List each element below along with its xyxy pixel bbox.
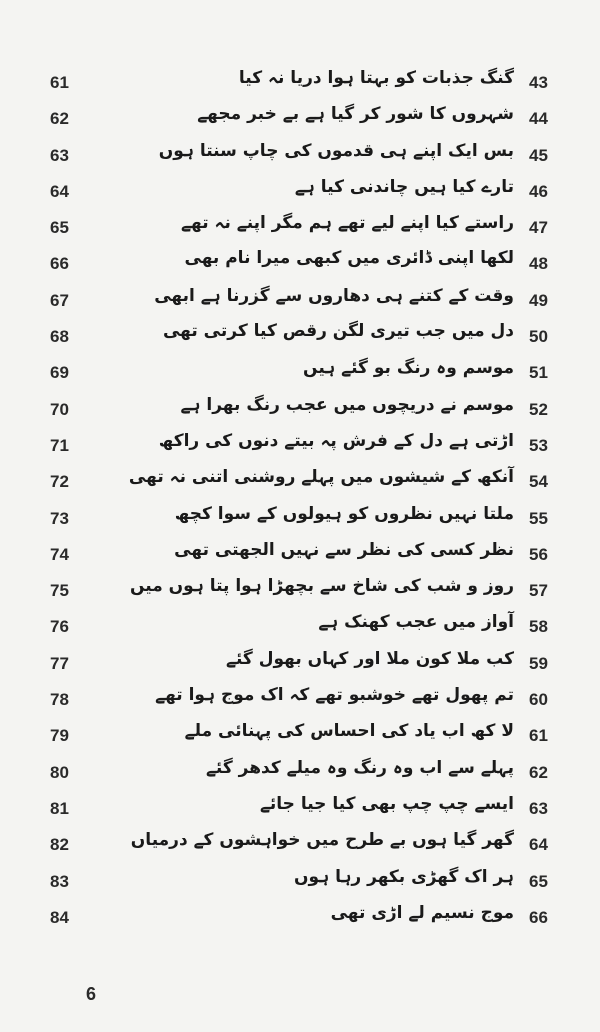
- table-of-contents: [0, 65, 600, 936]
- entry-number: 57: [529, 581, 548, 601]
- entry-page-number: 81: [50, 798, 69, 818]
- entry-page-number: 84: [50, 907, 69, 927]
- entry-title: دل میں جب تیری لگن رقص کیا کرتی تھی: [162, 321, 514, 342]
- entry-page-number: 67: [50, 290, 69, 310]
- toc-row: [0, 900, 600, 936]
- entry-page-number: 83: [50, 871, 69, 891]
- entry-title: نظر کسی کی نظر سے نہیں الجھتی تھی: [174, 539, 514, 560]
- entry-page-number: 72: [50, 472, 69, 492]
- page-folio-number: 6: [86, 984, 97, 1004]
- entry-page-number: 66: [50, 254, 69, 274]
- entry-number: 43: [529, 73, 548, 92]
- entry-page-number: 63: [50, 145, 69, 165]
- entry-title: تارے کیا ہیں چاندنی کیا ہے: [294, 176, 514, 197]
- toc-row: [0, 718, 600, 754]
- entry-page-number: 64: [50, 181, 69, 201]
- entry-page-number: 80: [50, 762, 69, 782]
- entry-number: 56: [529, 544, 548, 564]
- toc-row: [0, 319, 600, 355]
- entry-title: لا کھ اب یاد کی احساس کی پہنائی ملے: [184, 721, 514, 742]
- toc-row: [0, 537, 600, 573]
- entry-number: 59: [529, 653, 548, 673]
- toc-row: [0, 501, 600, 537]
- entry-number: 62: [529, 762, 548, 782]
- toc-row: [0, 355, 600, 391]
- toc-row: [0, 755, 600, 791]
- entry-page-number: 74: [50, 544, 69, 564]
- entry-page-number: 79: [50, 726, 69, 746]
- entry-number: 52: [529, 399, 548, 419]
- entry-number: 66: [529, 907, 548, 927]
- entry-number: 48: [529, 254, 548, 274]
- entry-number: 51: [529, 363, 548, 383]
- entry-number: 50: [529, 327, 548, 347]
- entry-number: 54: [529, 472, 548, 492]
- entry-title: کب ملا کون ملا اور کہاں بھول گئے: [226, 648, 514, 669]
- entry-title: ایسے چپ چپ بھی کیا جیا جائے: [259, 793, 514, 814]
- entry-page-number: 76: [50, 617, 69, 637]
- entry-page-number: 73: [50, 508, 69, 528]
- entry-title: شہروں کا شور کر گیا ہے بے خبر مجھے: [197, 104, 514, 125]
- toc-row: [0, 609, 600, 645]
- toc-row: [0, 210, 600, 246]
- entry-page-number: 68: [50, 327, 69, 347]
- toc-row: [0, 646, 600, 682]
- entry-page-number: 62: [50, 109, 69, 129]
- toc-row: [0, 464, 600, 500]
- entry-number: 65: [529, 871, 548, 891]
- entry-page-number: 77: [50, 653, 69, 673]
- toc-row: [0, 428, 600, 464]
- entry-title: تم پھول تھے خوشبو تھے کہ اک موج ہوا تھے: [155, 685, 514, 706]
- entry-number: 58: [529, 617, 548, 637]
- entry-title: اڑتی ہے دل کے فرش پہ بیتے دنوں کی راکھ: [158, 430, 514, 451]
- entry-title: ملتا نہیں نظروں کو ہیولوں کے سوا کچھ: [174, 503, 514, 524]
- entry-number: 47: [529, 218, 548, 238]
- entry-page-number: 69: [50, 363, 69, 383]
- entry-number: 44: [529, 109, 548, 129]
- toc-row: [0, 174, 600, 210]
- toc-row: [0, 864, 600, 900]
- entry-title: راستے کیا اپنے لیے تھے ہم مگر اپنے نہ تھے: [181, 213, 514, 234]
- entry-title: موسم نے دریچوں میں عجب رنگ بھرا ہے: [180, 394, 514, 415]
- entry-title: گنگ جذبات کو بہتا ہوا دریا نہ کیا: [238, 68, 514, 88]
- entry-title: آنکھ کے شیشوں میں پہلے روشنی اتنی نہ تھی: [128, 467, 514, 488]
- entry-title: موج نسیم لے اڑی تھی: [330, 902, 514, 923]
- entry-title: لکھا اپنی ڈائری میں کبھی میرا نام بھی: [184, 248, 514, 269]
- entry-page-number: 61: [50, 73, 69, 92]
- toc-row: [0, 138, 600, 174]
- toc-row: [0, 246, 600, 282]
- toc-row: [0, 791, 600, 827]
- toc-row: [0, 573, 600, 609]
- entry-title: وقت کے کتنے ہی دھاروں سے گزرنا ہے ابھی: [154, 285, 514, 306]
- entry-number: 61: [529, 726, 548, 746]
- toc-row: [0, 827, 600, 863]
- entry-page-number: 82: [50, 835, 69, 855]
- toc-row: [0, 65, 600, 101]
- entry-title: ہر اک گھڑی بکھر رہا ہوں: [294, 866, 514, 887]
- entry-page-number: 65: [50, 218, 69, 238]
- entry-number: 53: [529, 435, 548, 455]
- entry-title: موسم وہ رنگ بو گئے ہیں: [303, 358, 514, 379]
- entry-page-number: 78: [50, 690, 69, 710]
- entry-page-number: 75: [50, 581, 69, 601]
- entry-number: 46: [529, 181, 548, 201]
- entry-number: 55: [529, 508, 548, 528]
- entry-page-number: 71: [50, 435, 69, 455]
- entry-page-number: 70: [50, 399, 69, 419]
- entry-title: پہلے سے اب وہ رنگ وہ میلے کدھر گئے: [205, 757, 514, 778]
- entry-title: آواز میں عجب کھنک ہے: [318, 612, 514, 633]
- toc-row: [0, 682, 600, 718]
- entry-number: 63: [529, 798, 548, 818]
- entry-title: گھر گیا ہوں بے طرح میں خواہشوں کے درمیاں: [130, 830, 514, 851]
- entry-title: روز و شب کی شاخ سے بچھڑا ہوا پتا ہوں میں: [129, 576, 514, 597]
- entry-title: بس ایک اپنے ہی قدموں کی چاپ سنتا ہوں: [158, 140, 514, 161]
- entry-number: 45: [529, 145, 548, 165]
- toc-row: [0, 392, 600, 428]
- entry-number: 64: [529, 835, 548, 855]
- entry-number: 60: [529, 690, 548, 710]
- entry-number: 49: [529, 290, 548, 310]
- toc-row: [0, 283, 600, 319]
- toc-row: [0, 101, 600, 137]
